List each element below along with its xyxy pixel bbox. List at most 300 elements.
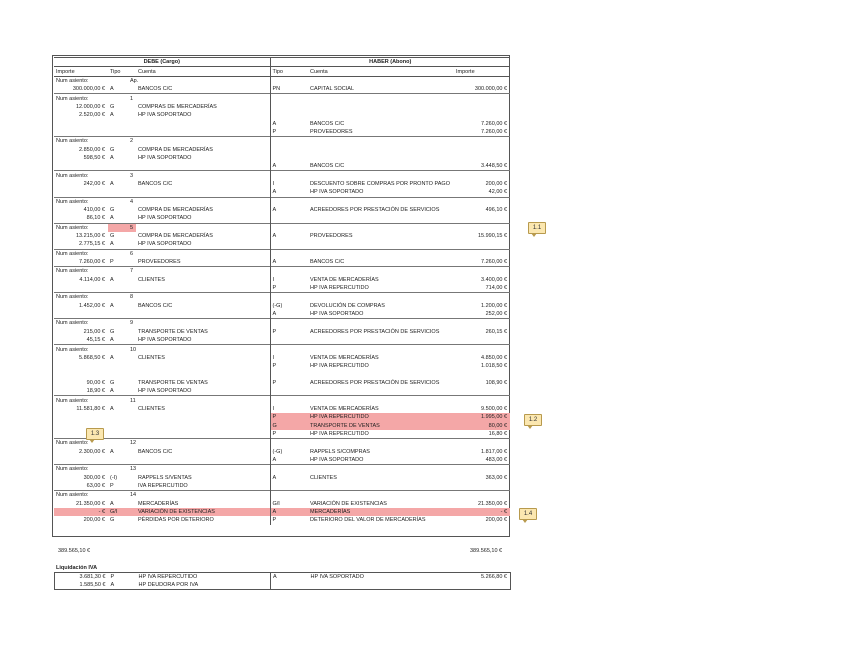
entry-blank-haber [308, 293, 454, 302]
haber-importe: 1.817,00 € [481, 448, 508, 455]
haber-cuenta: BANCOS C/C [310, 259, 345, 266]
entry-label: Num asiento: [54, 94, 108, 103]
haber-importe: 3.400,00 € [481, 276, 508, 283]
table-row [54, 370, 510, 378]
haber-tipo: A [270, 508, 308, 516]
entry-blank-haber [454, 94, 510, 103]
debe-tipo: A [110, 276, 114, 283]
haber-cuenta [308, 240, 454, 249]
debe-cuenta: TRANSPORTE DE VENTAS [138, 328, 208, 335]
haber-importe [454, 387, 510, 396]
entry-blank-haber [270, 267, 308, 276]
debe-cuenta: PÉRDIDAS POR DETERIORO [138, 517, 214, 524]
entry-number: 6 [108, 249, 136, 258]
debe-tipo: A [110, 582, 115, 589]
table-row [54, 214, 510, 223]
haber-cuenta [308, 387, 454, 396]
table-row [54, 413, 510, 421]
haber-tipo: A [270, 188, 308, 197]
debe-importe: 13.215,00 € [75, 233, 105, 240]
haber-header: HABER (Abono) [270, 58, 510, 67]
haber-importe: 200,00 € [485, 517, 508, 524]
haber-cuenta: VENTA DE MERCADERÍAS [310, 405, 379, 412]
entry-blank-haber [454, 267, 510, 276]
debe-importe: 18,90 € [86, 388, 105, 395]
haber-tipo [270, 154, 308, 162]
haber-tipo: (-G) [270, 302, 308, 310]
table-row [54, 500, 510, 508]
debe-tipo [108, 413, 136, 421]
haber-cuenta: ACREEDORES POR PRESTACIÓN DE SERVICIOS [310, 207, 440, 214]
debe-importe [54, 456, 108, 465]
debe-tipo: (-I) [110, 474, 118, 481]
debe-tipo [108, 362, 136, 370]
comment-marker-1-4[interactable]: 1.4 [519, 508, 537, 520]
entry-blank-haber [308, 267, 454, 276]
haber-importe: 714,00 € [485, 285, 508, 292]
entry-header-row [54, 223, 510, 232]
haber-tipo [271, 581, 309, 590]
haber-importe [454, 145, 510, 153]
debe-tipo: A [110, 215, 114, 222]
debe-header: DEBE (Cargo) [54, 58, 270, 67]
haber-cuenta: DESCUENTO SOBRE COMPRAS POR PRONTO PAGO [310, 180, 450, 187]
debe-tipo [108, 188, 136, 197]
entry-header-row [54, 267, 510, 276]
haber-cuenta: MERCADERÍAS [308, 508, 454, 516]
debe-cuenta: MERCADERÍAS [138, 500, 179, 507]
entry-blank [136, 396, 270, 405]
entry-label: Num asiento: [54, 345, 108, 354]
haber-tipo: P [270, 430, 308, 439]
entry-number: 8 [108, 293, 136, 302]
debe-tipo: P [110, 483, 114, 490]
haber-cuenta [308, 370, 454, 378]
entry-number: 14 [108, 491, 136, 500]
entry-blank [136, 465, 270, 474]
haber-importe: 5.266,80 € [481, 574, 507, 581]
liquidacion-table [54, 572, 511, 590]
comment-marker-1-2[interactable]: 1.2 [524, 414, 542, 426]
haber-importe: 15.990,15 € [477, 233, 508, 240]
haber-cuenta: TRANSPORTE DE VENTAS [308, 421, 454, 429]
haber-importe [454, 154, 510, 162]
haber-cuenta: HP IVA REPERCUTIDO [310, 430, 369, 437]
haber-tipo: P [270, 328, 308, 336]
haber-importe: 42,00 € [488, 189, 508, 196]
haber-tipo [270, 214, 308, 223]
haber-cuenta: DETERIORO DEL VALOR DE MERCADERÍAS [310, 517, 426, 524]
table-row [54, 119, 510, 127]
haber-tipo [270, 145, 308, 153]
haber-importe: 3.448,50 € [481, 163, 508, 170]
table-row [54, 145, 510, 153]
haber-importe [454, 336, 510, 345]
haber-importe: 260,15 € [485, 328, 508, 335]
entry-header-row [54, 197, 510, 206]
haber-importe: 300.000,00 € [474, 86, 508, 93]
journal-table [54, 57, 510, 525]
debe-importe: 200,00 € [83, 517, 105, 524]
haber-tipo [270, 482, 308, 491]
debe-tipo: G [110, 207, 115, 214]
entry-number: 12 [108, 439, 136, 448]
entry-blank-haber [308, 171, 454, 180]
debe-importe: 4.114,00 € [79, 276, 105, 283]
entry-header-row [54, 319, 510, 328]
table-row [54, 240, 510, 249]
haber-cuenta: HP IVA REPERCUTIDO [308, 413, 454, 421]
entry-header-row [54, 439, 510, 448]
haber-tipo: P [270, 413, 308, 421]
entry-number: Ap. [108, 76, 136, 85]
haber-tipo [270, 240, 308, 249]
haber-importe: 483,00 € [485, 456, 508, 463]
table-row [54, 111, 510, 119]
table-row [54, 85, 510, 94]
debe-importe [54, 310, 108, 319]
haber-tipo: P [270, 362, 308, 370]
col-cuenta: Cuenta [136, 67, 270, 76]
comment-marker-1-1[interactable]: 1.1 [528, 222, 546, 234]
entry-blank [136, 197, 270, 206]
entry-blank-haber [308, 465, 454, 474]
entry-blank-haber [454, 197, 510, 206]
haber-tipo: A [270, 258, 308, 267]
table-row [54, 258, 510, 267]
debe-tipo: A [110, 448, 114, 455]
haber-importe: 80,00 € [454, 421, 510, 429]
entry-blank-haber [454, 439, 510, 448]
entry-number: 10 [108, 345, 136, 354]
table-row [54, 508, 510, 516]
haber-cuenta [308, 145, 454, 153]
haber-cuenta: PROVEEDORES [310, 128, 353, 135]
debe-cuenta: BANCOS C/C [138, 180, 173, 187]
table-row [54, 474, 510, 482]
entry-blank [136, 319, 270, 328]
entry-blank-haber [270, 223, 308, 232]
haber-importe [454, 240, 510, 249]
haber-tipo: A [270, 119, 308, 127]
entry-blank-haber [270, 319, 308, 328]
debe-tipo: A [110, 241, 114, 248]
debe-cuenta: TRANSPORTE DE VENTAS [138, 379, 208, 386]
entry-blank [136, 249, 270, 258]
entry-label: Num asiento: [54, 76, 108, 85]
entry-blank [136, 137, 270, 146]
debe-importe: 5.868,50 € [79, 354, 105, 361]
entry-blank-haber [308, 76, 454, 85]
haber-cuenta: HP IVA REPERCUTIDO [310, 363, 369, 370]
table-row [54, 430, 510, 439]
entry-blank [136, 223, 270, 232]
debe-cuenta [136, 456, 270, 465]
entry-blank-haber [270, 491, 308, 500]
haber-importe: 496,10 € [485, 207, 508, 214]
haber-cuenta: HP IVA SOPORTADO [310, 456, 364, 463]
haber-cuenta: VENTA DE MERCADERÍAS [310, 354, 379, 361]
entry-header-row [54, 137, 510, 146]
table-row [54, 206, 510, 214]
debe-cuenta [136, 284, 270, 293]
haber-importe [454, 482, 510, 491]
entry-blank-haber [270, 197, 308, 206]
haber-cuenta [308, 103, 454, 111]
debe-importe: 242,00 € [83, 180, 105, 187]
debe-importe: 11.581,80 € [76, 405, 105, 412]
debe-tipo: G [110, 103, 115, 110]
debe-tipo: A [110, 500, 114, 507]
entry-label: Num asiento: [54, 491, 108, 500]
total-debe: 389.565,10 € [58, 548, 91, 554]
debe-cuenta: HP IVA SOPORTADO [138, 241, 192, 248]
entry-header-row [54, 345, 510, 354]
haber-cuenta: HP IVA SOPORTADO [310, 189, 364, 196]
entry-blank-haber [454, 465, 510, 474]
haber-cuenta [308, 482, 454, 491]
debe-importe [54, 370, 108, 378]
table-row [54, 276, 510, 284]
entry-blank-haber [454, 76, 510, 85]
haber-tipo: P [270, 379, 308, 387]
col-cuenta-haber: Cuenta [308, 67, 454, 76]
entry-blank-haber [454, 345, 510, 354]
haber-cuenta: HP IVA SOPORTADO [310, 311, 364, 318]
entry-header-row [54, 94, 510, 103]
haber-tipo: A [270, 456, 308, 465]
entry-blank-haber [270, 249, 308, 258]
haber-importe: 7.260,00 € [481, 259, 508, 266]
haber-tipo: I [270, 354, 308, 362]
debe-importe: 2.300,00 € [79, 448, 105, 455]
haber-cuenta: BANCOS C/C [310, 163, 345, 170]
debe-cuenta [136, 162, 270, 171]
debe-cuenta [136, 119, 270, 127]
debe-cuenta: COMPRA DE MERCADERÍAS [138, 233, 213, 240]
haber-tipo: PN [270, 85, 308, 94]
entry-blank-haber [454, 293, 510, 302]
entry-blank-haber [308, 223, 454, 232]
debe-importe: 86,10 € [86, 215, 105, 222]
debe-importe: 2.775,15 € [79, 241, 105, 248]
debe-cuenta [136, 430, 270, 439]
entry-number: 11 [108, 396, 136, 405]
debe-cuenta [136, 421, 270, 429]
haber-tipo [270, 336, 308, 345]
entry-number: 1 [108, 94, 136, 103]
debe-tipo: G [110, 146, 115, 153]
haber-importe [454, 103, 510, 111]
haber-importe: 108,90 € [485, 379, 508, 386]
debe-tipo [108, 284, 136, 293]
debe-tipo: G/I [108, 508, 136, 516]
entry-number: 3 [108, 171, 136, 180]
table-row [54, 180, 510, 188]
debe-cuenta: CLIENTES [138, 354, 165, 361]
entry-blank-haber [454, 491, 510, 500]
debe-cuenta: HP IVA SOPORTADO [138, 388, 192, 395]
debe-importe: 45,15 € [86, 337, 105, 344]
entry-blank [136, 94, 270, 103]
header-row [54, 58, 510, 67]
haber-cuenta: VENTA DE MERCADERÍAS [310, 276, 379, 283]
haber-tipo: G [270, 421, 308, 429]
debe-tipo: P [110, 574, 115, 581]
haber-tipo: P [270, 128, 308, 137]
debe-tipo: A [110, 154, 114, 161]
entry-header-row [54, 76, 510, 85]
debe-importe [54, 119, 108, 127]
haber-cuenta: HP IVA REPERCUTIDO [310, 285, 369, 292]
table-row [54, 482, 510, 491]
entry-blank-haber [270, 465, 308, 474]
debe-tipo: G [110, 328, 115, 335]
entry-number: 2 [108, 137, 136, 146]
col-tipo-haber: Tipo [270, 67, 308, 76]
haber-importe: 363,00 € [485, 474, 508, 481]
entry-number: 7 [108, 267, 136, 276]
haber-cuenta: RAPPELS S/COMPRAS [310, 448, 370, 455]
debe-cuenta: VARIACIÓN DE EXISTENCIAS [136, 508, 270, 516]
debe-tipo: A [110, 180, 114, 187]
debe-importe: 215,00 € [83, 328, 105, 335]
entry-number: 13 [108, 465, 136, 474]
debe-cuenta [136, 362, 270, 370]
debe-cuenta: IVA REPERCUTIDO [138, 483, 188, 490]
entry-blank-haber [454, 249, 510, 258]
table-row [54, 405, 510, 413]
haber-tipo [270, 111, 308, 119]
debe-cuenta: HP DEUDORA POR IVA [138, 582, 199, 589]
table-row [54, 302, 510, 310]
table-row [54, 284, 510, 293]
haber-importe [454, 214, 510, 223]
debe-cuenta [136, 413, 270, 421]
col-importe: Importe [54, 67, 108, 76]
entry-blank-haber [308, 319, 454, 328]
debe-importe: 12.000,00 € [75, 103, 105, 110]
table-row [54, 421, 510, 429]
haber-importe: 252,00 € [485, 311, 508, 318]
debe-importe: 21.350,00 € [75, 500, 105, 507]
entry-header-row [54, 293, 510, 302]
haber-importe [455, 581, 511, 590]
debe-tipo: A [110, 388, 114, 395]
haber-tipo: A [270, 206, 308, 214]
debe-importe: - € [54, 508, 108, 516]
comment-marker-1-3[interactable]: 1.3 [86, 428, 104, 440]
debe-importe: 300,00 € [83, 474, 105, 481]
haber-importe: 1.200,00 € [481, 302, 508, 309]
entry-label: Num asiento: [54, 223, 108, 232]
table-row [54, 516, 510, 524]
debe-tipo [108, 456, 136, 465]
debe-tipo [108, 128, 136, 137]
debe-tipo: G [110, 517, 115, 524]
entry-blank-haber [270, 293, 308, 302]
entry-blank-haber [308, 197, 454, 206]
debe-importe [54, 162, 108, 171]
entry-blank-haber [454, 396, 510, 405]
table-row [54, 128, 510, 137]
haber-tipo: A [270, 162, 308, 171]
table-row [54, 188, 510, 197]
debe-tipo [108, 430, 136, 439]
entry-label: Num asiento: [54, 396, 108, 405]
haber-tipo: G/I [270, 500, 308, 508]
debe-cuenta: BANCOS C/C [138, 86, 173, 93]
haber-importe [454, 370, 510, 378]
haber-cuenta [308, 214, 454, 223]
haber-tipo [270, 103, 308, 111]
entry-header-row [54, 465, 510, 474]
table-row [54, 328, 510, 336]
debe-cuenta [136, 188, 270, 197]
debe-importe: 2.520,00 € [79, 112, 105, 119]
entry-number: 4 [108, 197, 136, 206]
haber-importe: 7.260,00 € [481, 128, 508, 135]
haber-tipo: A [270, 232, 308, 240]
entry-blank-haber [270, 76, 308, 85]
debe-importe [54, 362, 108, 370]
debe-importe [54, 413, 108, 421]
col-importe-haber: Importe [454, 67, 510, 76]
entry-blank-haber [270, 171, 308, 180]
debe-cuenta: COMPRAS DE MERCADERÍAS [138, 103, 217, 110]
debe-cuenta: HP IVA SOPORTADO [138, 337, 192, 344]
debe-cuenta [136, 370, 270, 378]
entry-label: Num asiento: [54, 197, 108, 206]
debe-cuenta: PROVEEDORES [138, 259, 181, 266]
haber-tipo: I [270, 276, 308, 284]
haber-importe: 200,00 € [485, 180, 508, 187]
haber-tipo: A [271, 573, 309, 582]
liquidacion-title: Liquidación IVA [56, 565, 98, 571]
table-row [54, 456, 510, 465]
haber-importe: 16,80 € [488, 430, 508, 437]
entry-number: 5 [108, 223, 136, 232]
entry-blank-haber [270, 439, 308, 448]
entry-blank-haber [270, 345, 308, 354]
table-row [54, 154, 510, 162]
debe-tipo [108, 119, 136, 127]
haber-cuenta: DEVOLUCIÓN DE COMPRAS [310, 302, 385, 309]
debe-cuenta [136, 310, 270, 319]
entry-blank-haber [270, 396, 308, 405]
haber-tipo: A [270, 474, 308, 482]
entry-blank [136, 76, 270, 85]
entry-label: Num asiento: [54, 439, 108, 448]
debe-tipo: A [110, 302, 114, 309]
haber-importe: 1.018,50 € [481, 363, 508, 370]
entry-blank-haber [308, 94, 454, 103]
debe-importe: 598,50 € [83, 154, 105, 161]
debe-tipo [108, 370, 136, 378]
entry-header-row [54, 249, 510, 258]
debe-importe: 1.585,50 € [79, 582, 106, 589]
haber-cuenta: CLIENTES [310, 474, 337, 481]
debe-importe: 410,00 € [83, 207, 105, 214]
debe-tipo: P [110, 259, 114, 266]
haber-cuenta: BANCOS C/C [310, 120, 345, 127]
entry-label: Num asiento: [54, 249, 108, 258]
debe-importe [54, 284, 108, 293]
haber-importe: 21.350,00 € [477, 500, 508, 507]
haber-tipo: I [270, 405, 308, 413]
debe-tipo: A [110, 337, 114, 344]
debe-cuenta: HP IVA SOPORTADO [138, 154, 192, 161]
